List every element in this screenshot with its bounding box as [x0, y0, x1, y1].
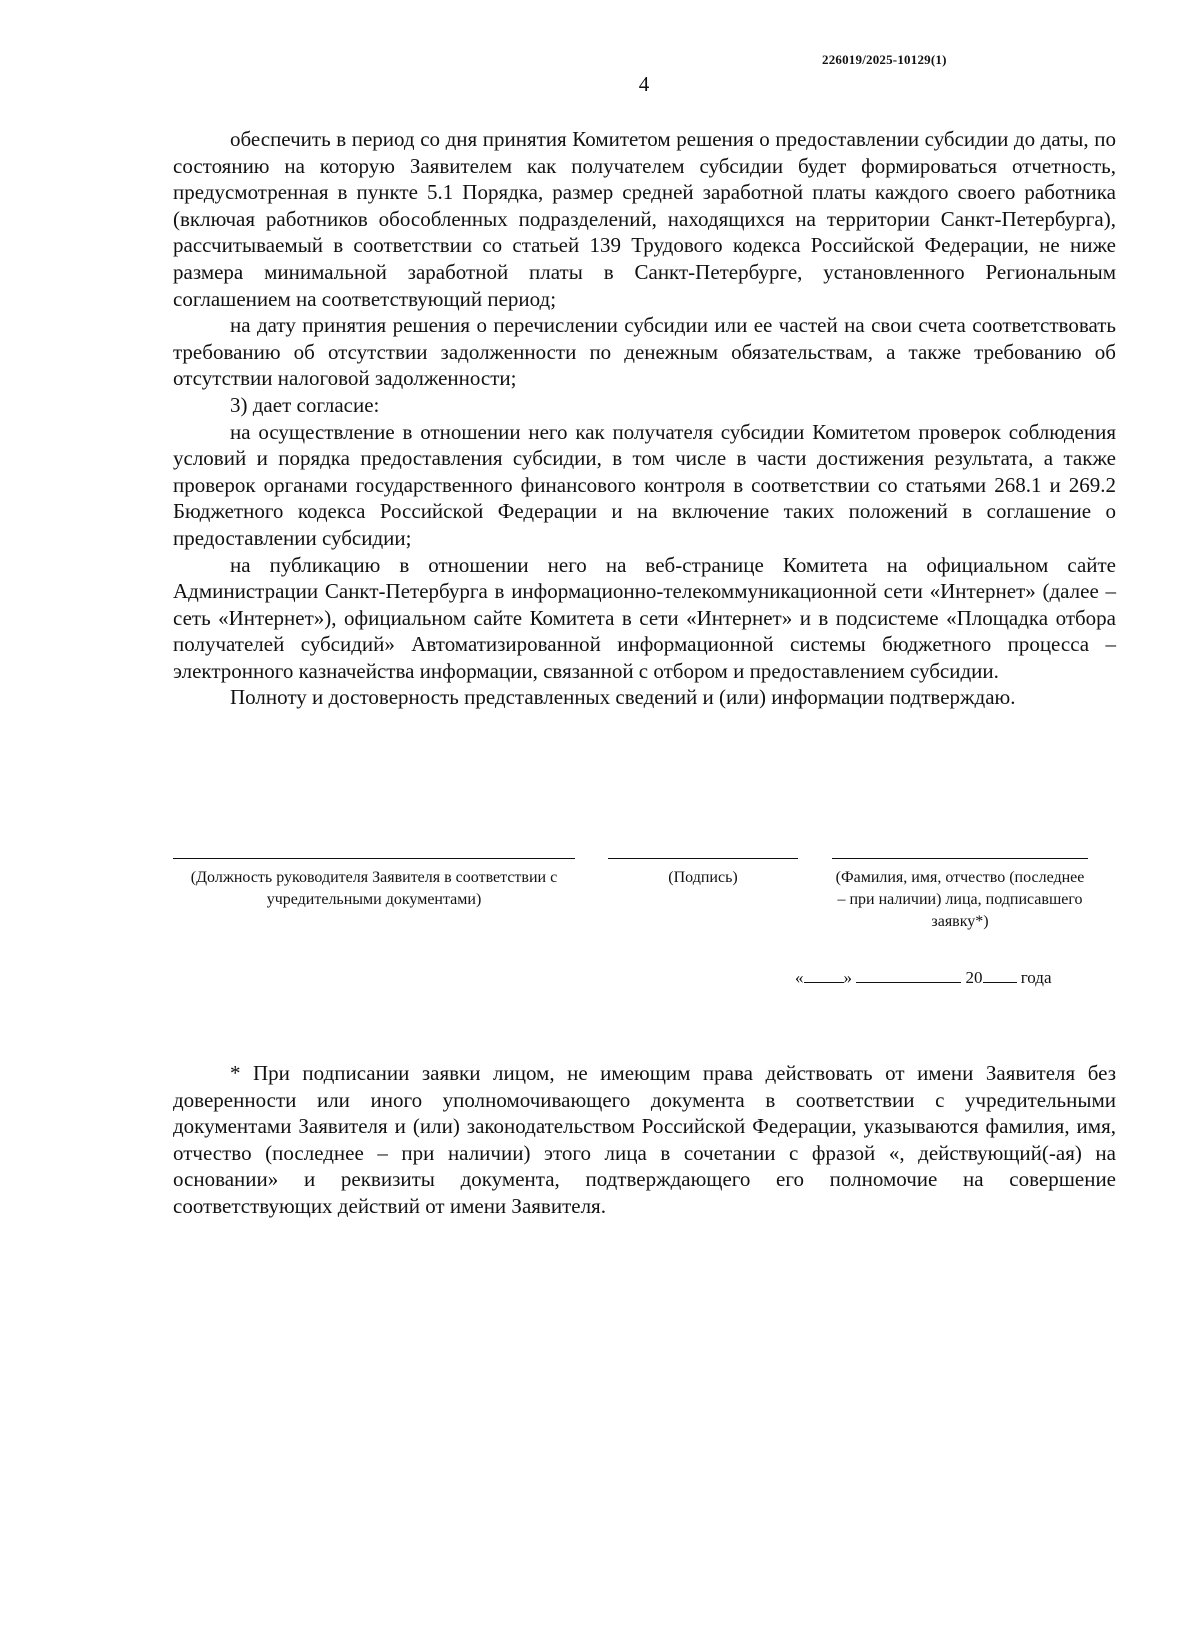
day-blank	[804, 966, 844, 983]
page-number: 4	[638, 72, 650, 96]
footnote-text: * При подписании заявки лицом, не имеющим права действовать от имени Заявителя без доверенности или иного уполномочивающего документа в соответствии с учредительными документами Заявителя и (или) законодательством Российской Федерации, указываются фамилия, имя, отчество (последнее – при наличии) этого лица в сочетании с фразой «, действующий(-ая) на основании» и реквизиты документа, подтверждающего его полномочие на совершение соответствующих действий от имени Заявителя.	[173, 1061, 1116, 1218]
full-name-line	[832, 858, 1088, 859]
signature-line	[608, 858, 798, 859]
paragraph-consent-inspections: на осуществление в отношении него как получателя субсидии Комитетом проверок соблюдения условий и порядка предоставления субсидии, в том числе в части достижения результата, а также проверок органами государственного финансового контроля в соответствии со статьями 268.1 и 269.2 Бюджетного кодекса Российской Федерации и на включение таких положений в соглашение о предоставлении субсидии;	[173, 419, 1116, 550]
full-name-caption: (Фамилия, имя, отчество (последнее – при наличии) лица, подписавшего заявку*)	[835, 869, 1085, 930]
date-century: 20	[965, 968, 983, 987]
paragraph-salary-obligation: обеспечить в период со дня принятия Комитетом решения о предоставлении субсидии до даты, по состоянию на которую Заявителем как получателем субсидии будет формироваться отчетность, предусмотренная в пункте 5.1 Порядка, размер средней заработной платы каждого своего работника (включая работников обособленных подразделений, находящихся на территории Санкт-Петербурга), рассчитываемый в соответствии со статьей 139 Трудового кодекса Российской Федерации, не ниже размера минимальной заработной платы в Санкт-Петербурге, установленного Региональным соглашением на соответствующий период;	[173, 127, 1116, 311]
signature-field	[608, 858, 798, 889]
date-open-quote: «	[795, 968, 804, 987]
paragraph-no-debt-requirement: на дату принятия решения о перечислении субсидии или ее частей на свои счета соответствовать требованию об отсутствии задолженности по денежным обязательствам, а также требованию об отсутствии налоговой задолженности;	[173, 313, 1116, 391]
paragraph-confirmation: Полноту и достоверность представленных сведений и (или) информации подтверждаю.	[230, 685, 1016, 710]
month-blank	[856, 966, 961, 983]
position-field	[173, 858, 575, 911]
document-body	[173, 126, 1116, 711]
paragraph-consent-publication: на публикацию в отношении него на веб-странице Комитета на официальном сайте Администрации Санкт-Петербурга в информационно-телекоммуникационной сети «Интернет» (далее – сеть «Интернет»), официальном сайте Комитета в сети «Интернет» и в подсистеме «Площадка отбора получателей субсидий» Автоматизированной информационной системы бюджетного процесса – электронного казначейства информации, связанной с отбором и предоставлением субсидии.	[173, 552, 1116, 683]
signature-caption: (Подпись)	[668, 869, 738, 886]
document-registration-number: 226019/2025-10129(1)	[822, 52, 947, 67]
year-blank	[983, 966, 1017, 983]
paragraph-consent-heading: 3) дает согласие:	[230, 392, 380, 417]
position-line	[173, 858, 575, 859]
footnote	[173, 1060, 1116, 1220]
date-field	[795, 966, 1052, 988]
full-name-field	[832, 858, 1088, 933]
date-close-quote: »	[843, 968, 852, 987]
date-year-word: года	[1020, 968, 1052, 987]
position-caption: (Должность руководителя Заявителя в соответствии с учредительными документами)	[190, 869, 558, 908]
